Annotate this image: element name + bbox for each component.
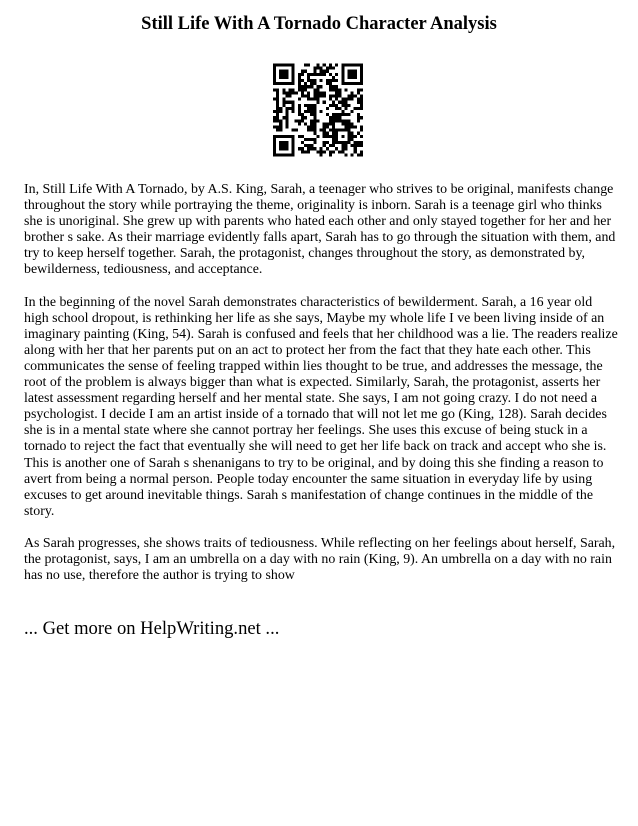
paragraph-bewilderment: In the beginning of the novel Sarah demonstrates characteristics of bewilderment. Sarah, a 16 year old high school dropout, is rethinking her life as she says, Maybe my whole life I ve been living inside of an imaginary painting (King, 54). Sarah is confused and feels that her childhood was a lie. The readers realize along with her that her parents put on an act to protect her from the fact that they hate each other. This communicates the sense of feeling trapped within lies thought to be true, and addresses the message, the root of the problem is always bigger than what is expected. Similarly, Sarah, the protagonist, asserts her latest assessment regarding herself and her mental state. She says, I am not going crazy. I do not need a psychologist. I decide I am an artist inside of a tornado that will not let me go (King, 128). Sarah decides she is in a mental state where she cannot portray her feelings. She uses this excuse of being stuck in a tornado to reject the fact that eventually she will need to get her life back on track and accept who she is. This is another one of Sarah s shenanigans to try to be original, and by doing this she finding a reason to avert from being a normal person. People today encounter the same situation in everyday life by using excuses to get around inevitable things. Sarah s manifestation of change continues in the middle of the story. — [24, 294, 618, 519]
qr-code-icon — [273, 63, 363, 157]
paragraph-intro: In, Still Life With A Tornado, by A.S. King, Sarah, a teenager who strives to be original, manifests change throughout the story while portraying the theme, originality is inborn. Sarah is a teenage girl who thinks she is unoriginal. She grew up with parents who hated each other and only stayed together for her and her brother s sake. As their marriage evidently falls apart, Sarah has to go through the situation with them, and try to keep herself together. Sarah, the protagonist, changes throughout the story, as demonstrated by, bewilderness, tediousness, and acceptance. — [24, 182, 616, 278]
document-title: Still Life With A Tornado Character Analysis — [141, 14, 497, 34]
get-more-link[interactable]: ... Get more on HelpWriting.net ... — [24, 618, 280, 639]
paragraph-tediousness: As Sarah progresses, she shows traits of tediousness. While reflecting on her feelings about herself, Sarah, the protagonist, says, I am an umbrella on a day with no rain (King, 9). An umbrella on a day with no rain has no use, therefore the author is trying to show — [24, 535, 616, 584]
document-body — [24, 182, 618, 600]
